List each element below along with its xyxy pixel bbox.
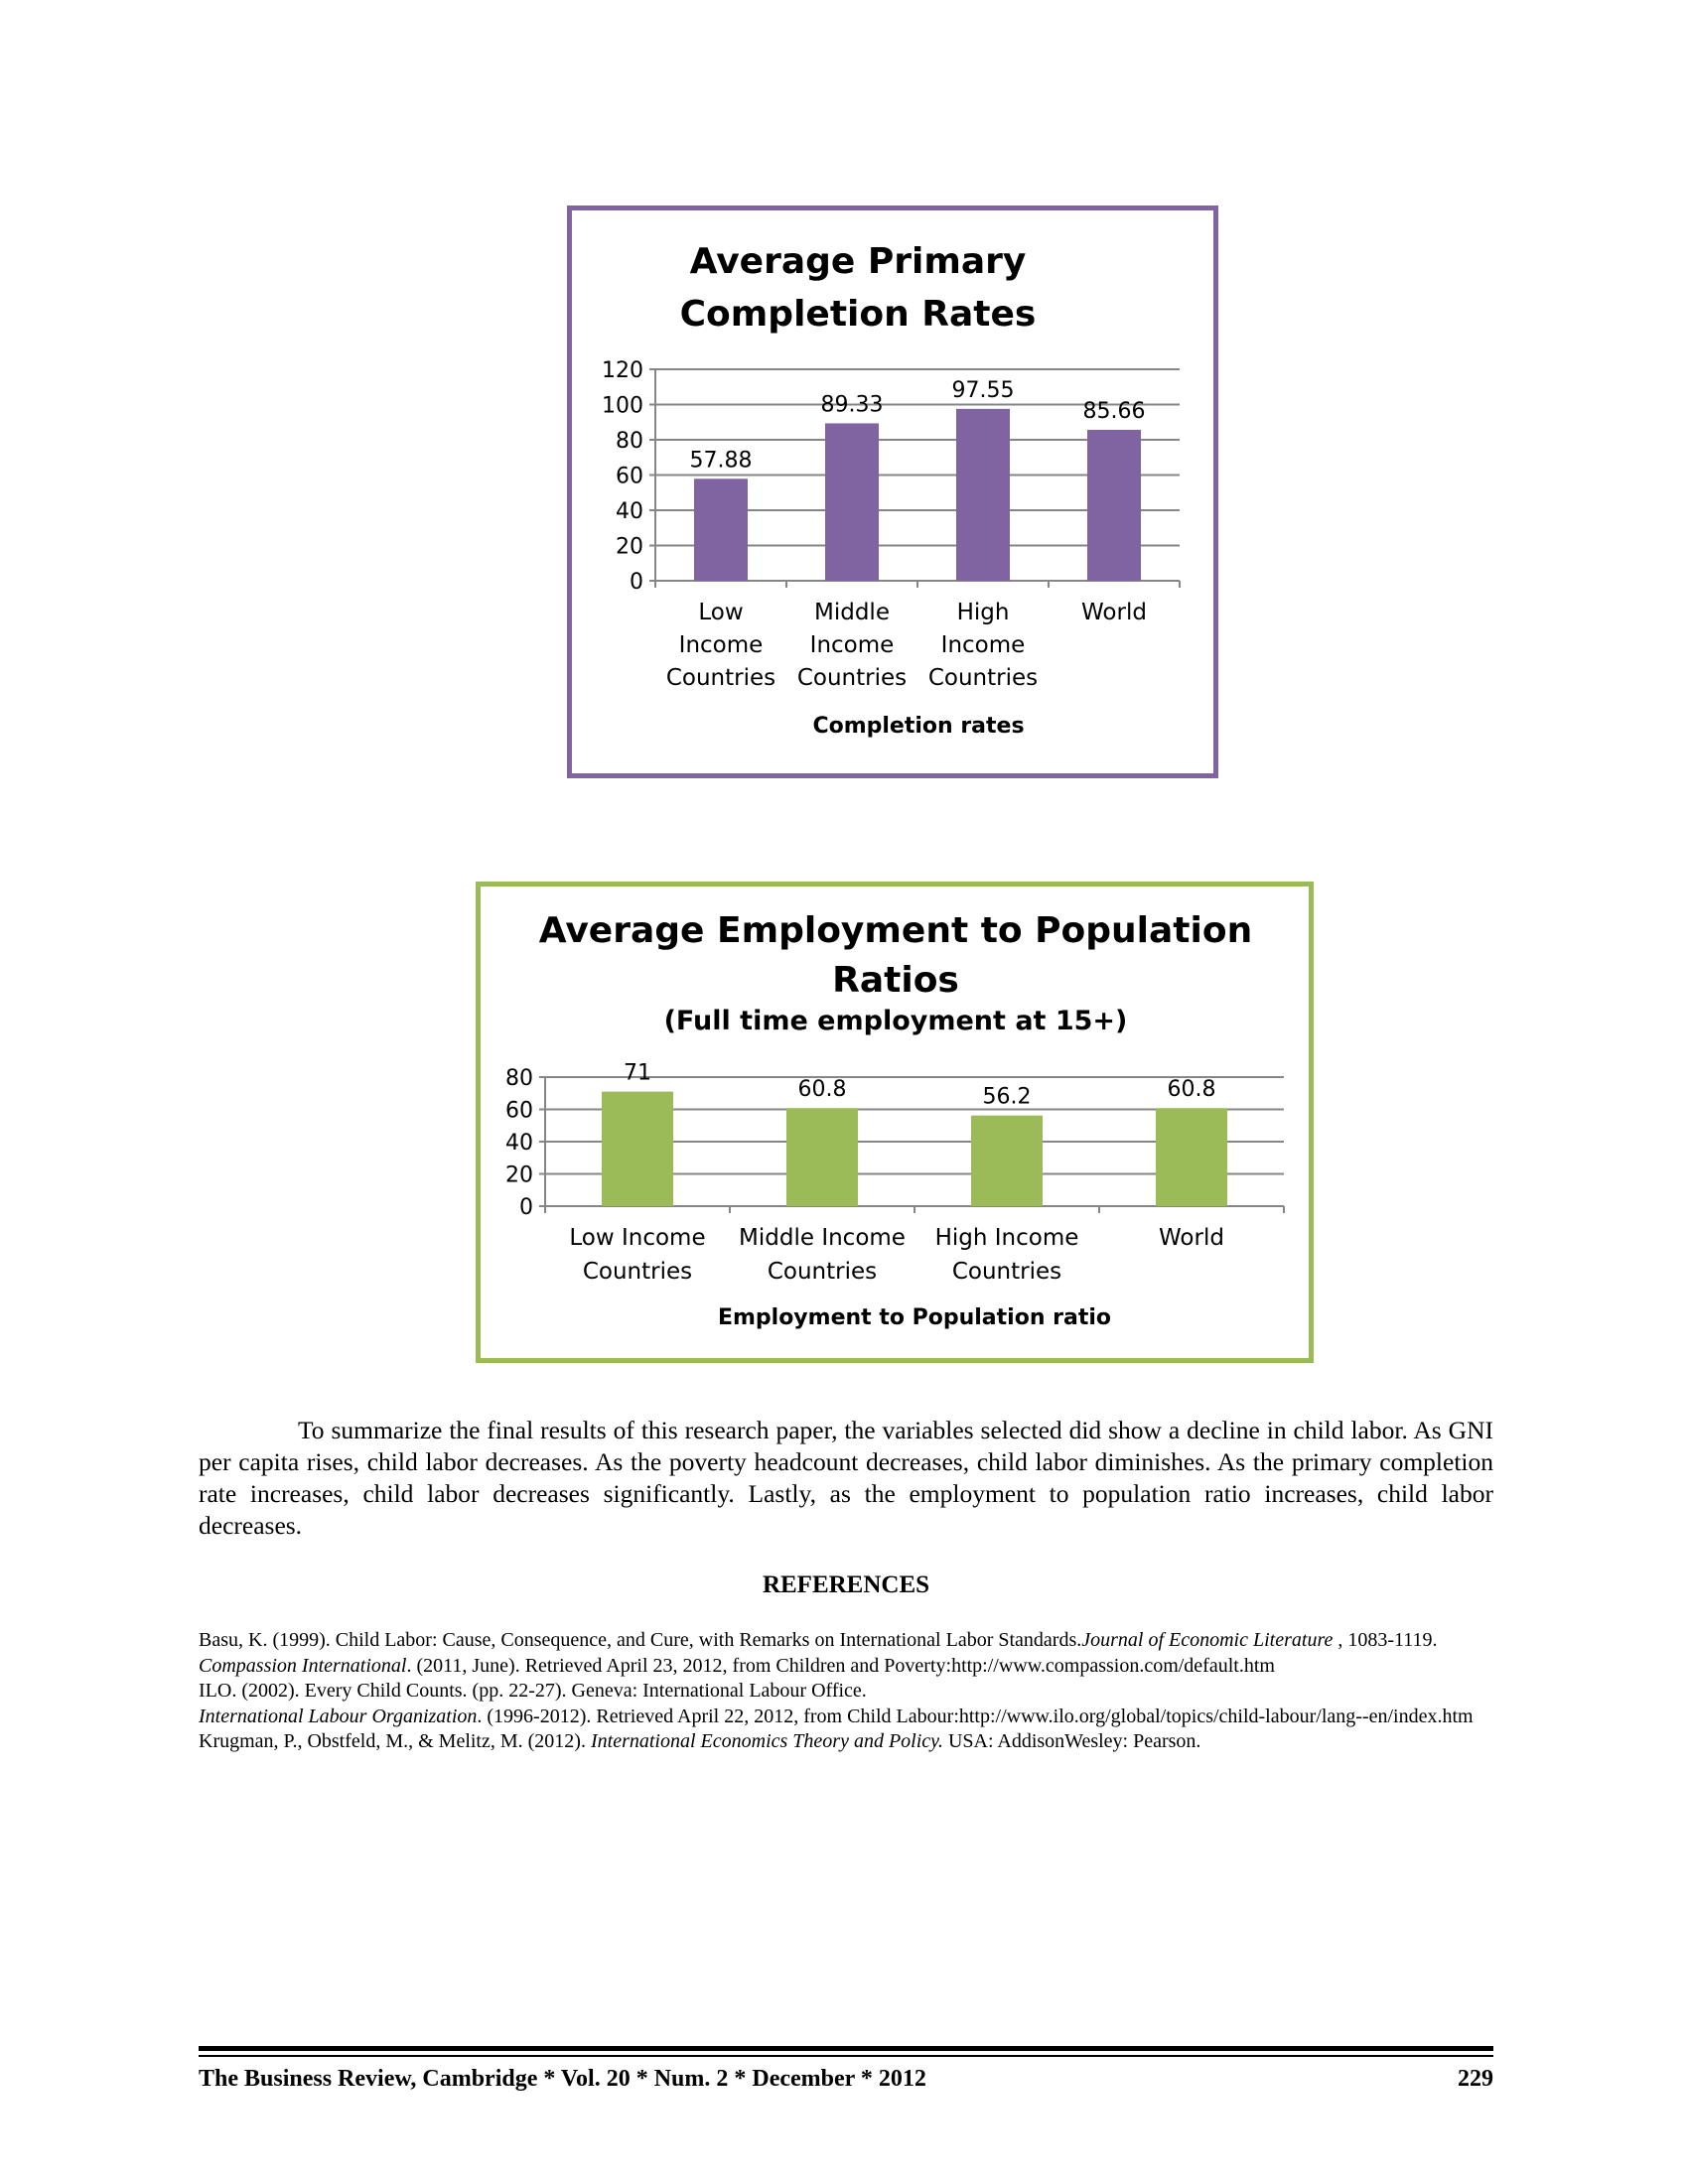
completion-rates-chart [567,205,1218,778]
bar [1087,430,1141,581]
employment-ratio-chart-svg [481,887,1309,1358]
data-label: 57.88 [689,448,753,474]
category-label: Countries [927,665,1039,691]
bar [602,1092,673,1206]
chart-title-line: Average Employment to Population [538,910,1253,951]
chart-subtitle: (Full time employment at 15+) [663,1006,1128,1036]
category-label: Countries [796,665,908,691]
bar [786,1108,858,1206]
chart-title-line: Completion Rates [679,294,1037,335]
category-label: Countries [951,1259,1062,1285]
y-tick-label: 20 [505,1162,533,1188]
reference-item: ILO. (2002). Every Child Counts. (pp. 22-27). Geneva: International Labour Office. [199,1680,867,1702]
footer-page-number: 229 [1458,2066,1493,2092]
category-label: Low Income [569,1225,706,1251]
bar [694,478,748,581]
y-tick-label: 60 [505,1098,533,1124]
references-heading: REFERENCES [762,1571,930,1598]
category-label: Income [678,632,764,658]
category-label: Middle Income [739,1225,906,1251]
category-label: World [1081,600,1147,625]
category-label: Countries [767,1259,878,1285]
data-label: 89.33 [820,392,884,418]
references-list [199,1628,1493,1755]
y-tick-label: 120 [602,358,643,383]
reference-item: Compassion International. (2011, June). Retrieved April 23, 2012, from Children and Poverty:http://www.compassion.com/default.htm [199,1654,1275,1677]
data-label: 60.8 [1167,1077,1216,1103]
y-tick-label: 40 [616,499,643,524]
category-label: Countries [665,665,776,691]
category-label: High [956,600,1010,625]
y-tick-label: 20 [616,534,643,560]
y-tick-label: 80 [505,1066,533,1091]
category-label: World [1159,1225,1224,1251]
footer-rule-thin [199,2055,1493,2057]
data-label: 56.2 [982,1084,1032,1110]
reference-item: Krugman, P., Obstfeld, M., & Melitz, M. (2012). International Economics Theory and Policy. USA: AddisonWesley: Pearson. [199,1730,1201,1752]
category-label: High Income [934,1225,1079,1251]
y-tick-label: 0 [630,570,643,595]
reference-item: International Labour Organization. (1996-2012). Retrieved April 22, 2012, from Child Labour:http://www.ilo.org/global/topics/child-labour/lang--en/index.htm [199,1705,1474,1727]
x-axis-title: Employment to Population ratio [717,1305,1112,1330]
bar [1156,1108,1227,1206]
category-label: Countries [582,1259,693,1285]
y-tick-label: 0 [519,1195,533,1220]
data-label: 71 [624,1060,651,1086]
footer-rule [199,2046,1493,2051]
bar [825,423,879,581]
data-label: 97.55 [951,377,1015,403]
category-label: Income [809,632,895,658]
chart-title-line: Ratios [832,960,959,1001]
bar [956,409,1010,581]
footer-journal-info: The Business Review, Cambridge * Vol. 20 * Num. 2 * December * 2012 [199,2066,926,2092]
bar [971,1116,1043,1206]
category-label: Low [698,600,744,625]
y-tick-label: 80 [616,429,643,454]
data-label: 60.8 [797,1077,847,1103]
category-label: Income [940,632,1026,658]
y-tick-label: 40 [505,1131,533,1156]
employment-ratio-chart [476,882,1314,1363]
summary-paragraph: To summarize the final results of this research paper, the variables selected did show a decline in child labor. As GNI per capita rises, child labor decreases. As the poverty headcount decreases, child labor diminishes. As the primary completion rate increases, child labor decreases significantly. Lastly, as the employment to population ratio increases, child labor decreases. [199,1416,1493,1540]
chart-title-line: Average Primary [689,241,1027,282]
reference-item: Basu, K. (1999). Child Labor: Cause, Consequence, and Cure, with Remarks on International Labor Standards.Journal of Economic Literature , 1083-1119. [199,1629,1438,1651]
completion-rates-chart-svg [572,210,1213,773]
data-label: 85.66 [1082,398,1146,424]
y-tick-label: 100 [602,393,643,419]
category-label: Middle [814,600,890,625]
x-axis-title: Completion rates [812,714,1025,739]
y-tick-label: 60 [616,464,643,489]
